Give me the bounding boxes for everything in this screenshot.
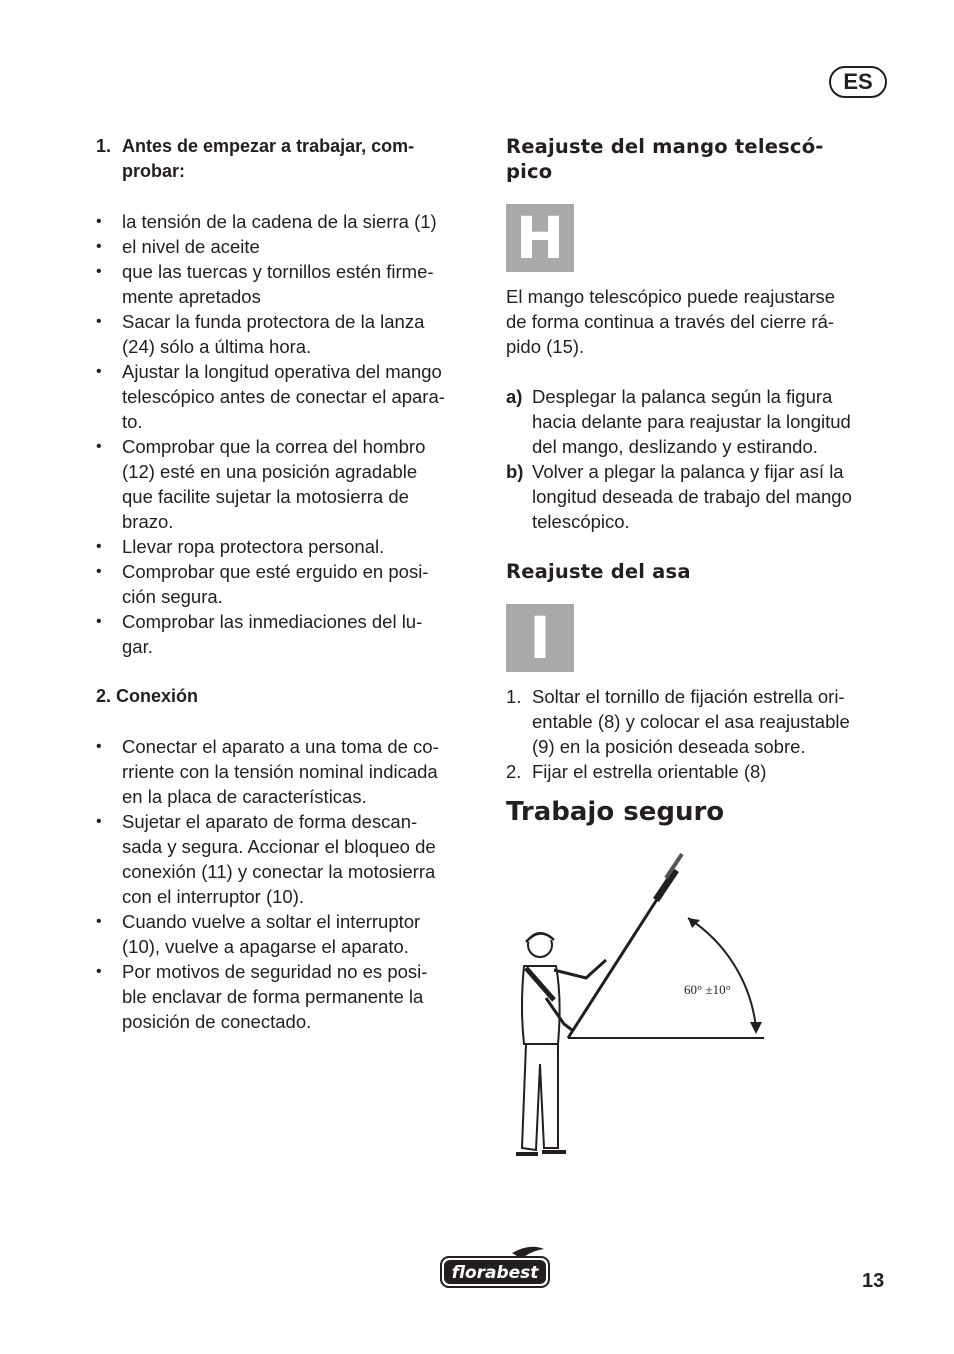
step-text: Desplegar la palanca según la figura hacia delante para reajustar la longitud del mango, deslizando y estirando. [532,386,851,457]
list-item: • Cuando vuelve a soltar el interruptor (10), vuelve a apagarse el aparato. [96,909,481,959]
list-item: • Comprobar que esté erguido en posi- ción segura. [96,559,481,609]
list-item: • Sujetar el aparato de forma descan- sada y segura. Accionar el bloqueo de conexión (11) y conectar la motosierra con el interruptor (10). [96,809,481,909]
logo-graphic [438,1243,552,1291]
handle-section-title: Reajuste del asa [506,560,691,583]
telescopic-intro: El mango telescópico puede reajustarse de forma continua a través del cierre rá- pido (15). [506,286,836,357]
safe-work-illustration [506,848,768,1186]
step-text: Soltar el tornillo de fijación estrella ori- entable (8) y colocar el asa reajustable (9) en la posición deseada sobre. [532,686,850,757]
list-item: • Comprobar que la correa del hombro (12) esté en una posición agradable que facilite sujetar la motosierra de brazo. [96,434,481,534]
step2-list [96,734,481,1034]
right-column [506,134,891,1186]
handle-step-1 [506,684,891,759]
list-item: • Comprobar las inmediaciones del lu- gar. [96,609,481,659]
telescopic-section-title: Reajuste del mango telescó- pico [506,135,824,183]
list-item: • Ajustar la longitud operativa del mango telescópico antes de conectar el apara- to. [96,359,481,434]
step-text: Volver a plegar la palanca y fijar así la longitud deseada de trabajo del mango telescópico. [532,461,852,532]
angle-label: 60° ±10° [684,982,731,997]
list-item: • Sacar la funda protectora de la lanza (24) sólo a última hora. [96,309,481,359]
list-item: • que las tuercas y tornillos estén firme- mente apretados [96,259,481,309]
step-text: Fijar el estrella orientable (8) [532,761,767,782]
step-marker: b) [506,461,524,482]
legs [522,1044,558,1150]
arc-arrowhead-bottom [750,1022,762,1034]
figure-label-h: H [506,204,574,272]
step2-title: 2. Conexión [96,686,199,706]
list-item: • Por motivos de seguridad no es posi- ble enclavar de forma permanente la posición de conectado. [96,959,481,1034]
list-item: • la tensión de la cadena de la sierra (1) [96,209,481,234]
operator-illustration [506,848,768,1186]
step1-number: 1. [96,136,112,156]
angle-arc [688,918,756,1028]
upper-arm [554,960,606,978]
language-badge: ES [829,66,887,98]
step1-title: Antes de empezar a trabajar, com- probar: [122,136,415,181]
torso [522,966,560,1044]
list-item: • el nivel de aceite [96,234,481,259]
handle-step-2 [506,759,891,784]
logo-text: florabest [451,1263,539,1283]
left-column [96,134,481,1034]
figure-label-i: I [506,604,574,672]
step-marker: 2. [506,761,522,782]
page-number: 13 [862,1270,885,1292]
list-item: • Llevar ropa protectora personal. [96,534,481,559]
safe-work-title: Trabajo seguro [506,797,725,827]
step-marker: a) [506,386,523,407]
step1-heading [96,134,481,184]
telescopic-step-b [506,459,891,534]
pole-shaft [568,876,672,1038]
arc-arrowhead-top [688,918,700,928]
step1-checklist [96,209,481,659]
telescopic-step-a [506,384,891,459]
florabest-logo [438,1243,552,1291]
step-marker: 1. [506,686,522,707]
list-item: • Conectar el aparato a una toma de co- rriente con la tensión nominal indicada en la placa de características. [96,734,481,809]
